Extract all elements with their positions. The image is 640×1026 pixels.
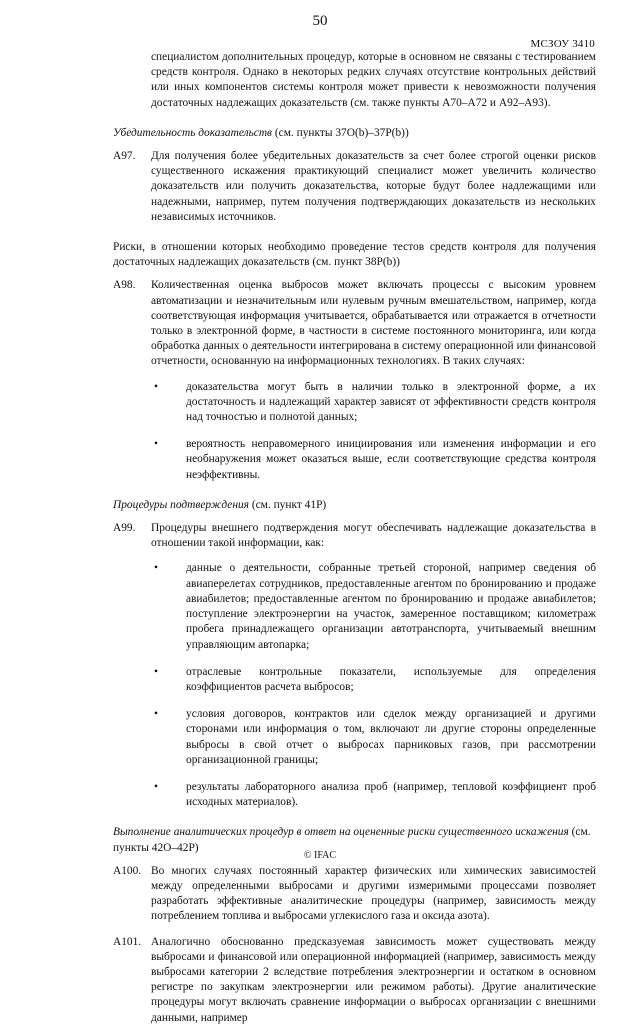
continuation-paragraph: специалистом дополнительных процедур, которые в основном не связаны с тестированием средств контроля. Однако в некоторых редких случаях отсутствие контрольных действий или иных компонентов системы контроля может привести к невозможности получения достаточных надлежащих доказательств (см. также пункты A70–A72 и A92–A93). (151, 51, 596, 109)
bullet-icon: • (154, 708, 158, 721)
bullet-icon: • (154, 380, 158, 393)
paragraph-a99 (113, 521, 596, 810)
paragraph-a98 (113, 278, 596, 482)
footer-copyright: © IFAC (303, 850, 337, 861)
bullet-icon: • (154, 562, 158, 575)
paragraph-a100 (113, 864, 596, 925)
section-heading-confirmation (113, 498, 596, 513)
paragraph-text: Для получения более убедительных доказательств за счет более строгой оценки рисков существенного искажения практикующий специалист может увеличить количество доказательств или получить доказательства, которые будут более надлежащими или надежными, например, путем получения подтверждающих доказательств из нескольких независимых источников. (151, 150, 596, 223)
section-heading-ref: (см. пункт 41Р) (248, 498, 327, 511)
page-number: 50 (312, 13, 328, 29)
paragraph-number: A97. (113, 150, 136, 163)
list-item: • отраслевые контрольные показатели, используемые для определения коэффициентов расчета выбросов; (151, 665, 596, 695)
section-heading-persuasiveness (113, 126, 596, 141)
document-code: МСЗОУ 3410 (530, 38, 595, 50)
list-item: • доказательства могут быть в наличии только в электронной форме, а их достаточность и надлежащий характер зависят от эффективности средств контроля над точностью и полнотой данных; (151, 380, 596, 426)
bullet-list (113, 561, 596, 810)
paragraph-a97 (113, 149, 596, 225)
bullet-icon: • (154, 438, 158, 451)
paragraph-text: Во многих случаях постоянный характер физических или химических зависимостей между определенными выбросами и другими измеримыми процессами позволяет разработать эффективные аналитические процедуры (например, зависимость между потреблением топлива и выбросами углекислого газа и оксида азота). (151, 864, 596, 923)
paragraph-number: A101. (113, 935, 142, 948)
paragraph-number: A100. (113, 864, 142, 877)
paragraph-number: A98. (113, 279, 136, 292)
paragraph-text: Количественная оценка выбросов может включать процессы с высоким уровнем автоматизации и незначительным или нулевым ручным вмешательством, например, когда соответствующая информация учитывается, обрабатывается или отражается в отчетности только в электронной форме, в частности в системе постоянного мониторинга, или когда обработка данных о деятельности интегрирована в систему операционной или финансовой отчетности, основанную на информационных технологиях. В таких случаях: (151, 279, 596, 368)
section-heading-title: Процедуры подтверждения (113, 498, 249, 511)
bullet-list (113, 380, 596, 483)
list-item: • условия договоров, контрактов или сделок между организацией и другими сторонами или информация о том, включают ли другие стороны определенные выбросы в свой отчет о выбросах парниковых газов, при рассмотрении организационной границы; (151, 707, 596, 768)
section-heading-title: Убедительность доказательств (113, 126, 272, 139)
paragraph-text: Аналогично обоснованно предсказуемая зависимость может существовать между выбросами и финансовой или операционной информацией (например, зависимость между выбросами категории 2 вследствие потребления электроэнергии и остатком в основном регистре по закупкам электроэнергии или режимом работы). Другие аналитические процедуры могут включать сравнение информации о выбросах организации с внешними данными, например (151, 935, 596, 1024)
bullet-icon: • (154, 665, 158, 678)
section-heading-ref: (см. пункты 42О–42Р) (113, 826, 591, 854)
page-content (113, 50, 596, 1026)
paragraph-a101 (113, 935, 596, 1026)
bullet-icon: • (154, 780, 158, 793)
list-item: • вероятность неправомерного инициирования или изменения информации и его необнаружения может оказаться выше, если соответствующие средства контроля неэффективны. (151, 437, 596, 483)
paragraph-number: A99. (113, 522, 136, 535)
list-item: • данные о деятельности, собранные третьей стороной, например сведения об авиаперелетах сотрудников, предоставленные агентом по бронированию и продаже авиабилетов; предоставленные агентом по бронированию и продаже авиабилетов; поступление электроэнергии на участок, замеренное поставщиком; километраж пробега принадлежащего организации автотранспорта, учитываемый внешним управляющим автопарка; (151, 561, 596, 652)
list-item: • результаты лабораторного анализа проб (например, тепловой коэффициент проб исходных материалов). (151, 780, 596, 810)
section-heading-ref: (см. пункты 37О(b)–37Р(b)) (272, 126, 409, 139)
section-heading-title: Выполнение аналитических процедур в ответ на оцененные риски существенного искажения (113, 826, 569, 839)
section-heading-control-risks: Риски, в отношении которых необходимо проведение тестов средств контроля для получения достаточных надлежащих доказательств (см. пункт 38Р(b)) (113, 241, 596, 269)
paragraph-text: Процедуры внешнего подтверждения могут обеспечивать надлежащие доказательства в отношении такой информации, как: (151, 522, 596, 550)
